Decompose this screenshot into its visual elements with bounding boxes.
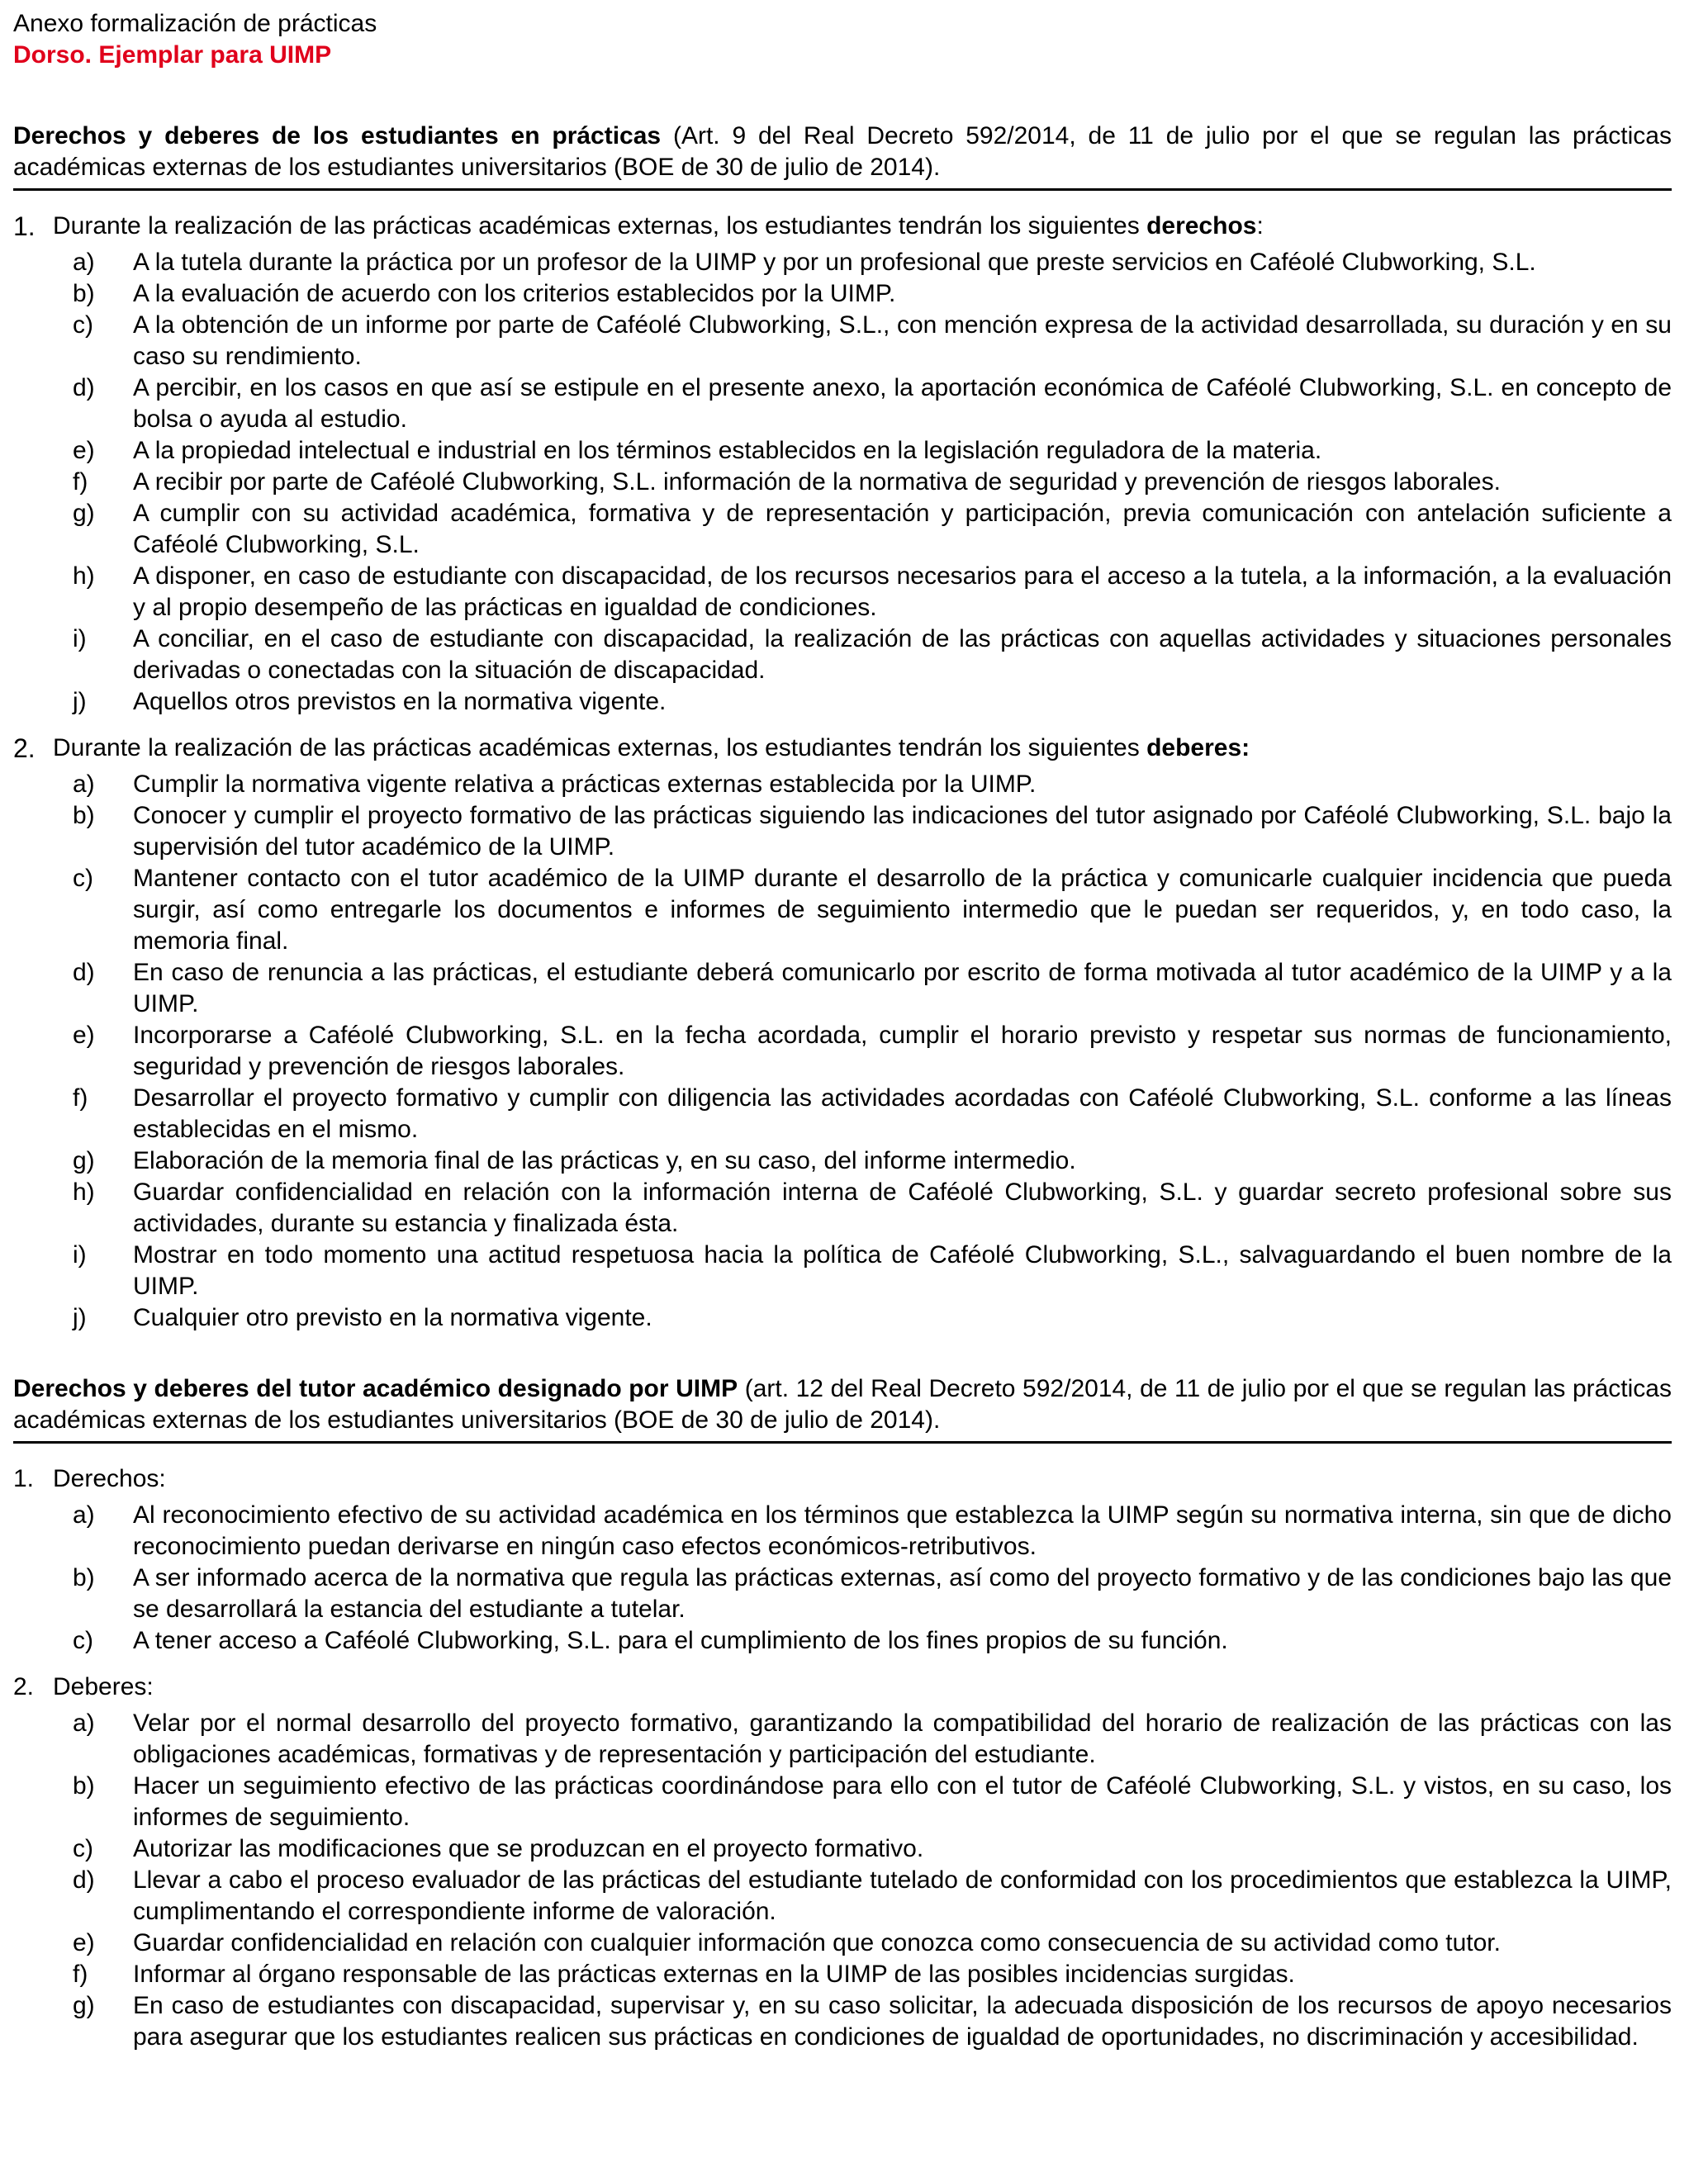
section-tutor-heading: [13, 1373, 1672, 1444]
tutor-duties-intro: [13, 1672, 1672, 1703]
section-tutor-title: [13, 1373, 1672, 1436]
list-item-text: Conocer y cumplir el proyecto formativo de las prácticas siguiendo las indicaciones del tutor asignado por Caféolé Clubworking, S.L. bajo la supervisión del tutor académico de la UIMP.: [133, 802, 1672, 861]
list-item-letter: f): [73, 1084, 88, 1112]
intro-text: Durante la realización de las prácticas académicas externas, los estudiantes tendrán los siguientes: [53, 734, 1147, 761]
item-intro: Deberes:: [53, 1673, 154, 1700]
list-item-text: Al reconocimiento efectivo de su actividad académica en los términos que establezca la UIMP según su normativa interna, sin que de dicho reconocimiento puedan derivarse en ningún caso efectos económicos-retributivos.: [133, 1501, 1672, 1560]
intro-end: :: [1256, 212, 1264, 239]
document-title: Anexo formalización de prácticas: [13, 10, 377, 37]
list-item-text: A la obtención de un informe por parte de Caféolé Clubworking, S.L., con mención expresa de la actividad desarrollada, su duración y en su caso su rendimiento.: [133, 311, 1672, 370]
list-item-text: Guardar confidencialidad en relación con la información interna de Caféolé Clubworking, S.L. y guardar secreto profesional sobre sus actividades, durante su estancia y finalizada ésta.: [133, 1178, 1672, 1237]
list-item-text: A disponer, en caso de estudiante con discapacidad, de los recursos necesarios para el acceso a la tutela, a la información, a la evaluación y al propio desempeño de las prácticas en igualdad de condiciones.: [133, 562, 1672, 621]
list-item: [13, 686, 1672, 718]
list-item: [13, 863, 1672, 957]
list-item-letter: c): [73, 311, 93, 339]
list-item: [13, 1708, 1672, 1771]
list-item-letter: g): [73, 500, 95, 527]
item-number: 2.: [13, 733, 36, 763]
list-item: [13, 1928, 1672, 1959]
list-item-text: En caso de estudiantes con discapacidad, supervisar y, en su caso solicitar, la adecuada disposición de los recursos de apoyo necesarios para asegurar que los estudiantes realicen sus prácticas en condiciones de igualdad de oportunidades, no discriminación y accesibilidad.: [133, 1992, 1672, 2051]
list-item-letter: d): [73, 1866, 95, 1894]
list-item-letter: b): [73, 1564, 95, 1591]
list-item-letter: b): [73, 1772, 95, 1800]
list-item: [13, 1302, 1672, 1334]
list-item: [13, 435, 1672, 467]
list-item-letter: a): [73, 1501, 95, 1529]
list-item-letter: a): [73, 771, 95, 798]
list-item: [13, 372, 1672, 435]
list-item-letter: a): [73, 249, 95, 276]
item-intro: [53, 211, 1264, 242]
list-item-text: A la propiedad intelectual e industrial en los términos establecidos en la legislación reguladora de la materia.: [133, 437, 1322, 464]
list-item: [13, 800, 1672, 863]
list-item: [13, 1990, 1672, 2053]
list-item-text: Elaboración de la memoria final de las prácticas y, en su caso, del informe intermedio.: [133, 1147, 1076, 1174]
list-item-letter: d): [73, 959, 95, 986]
list-item-letter: c): [73, 865, 93, 892]
list-item-letter: e): [73, 437, 95, 464]
intro-bold: derechos: [1146, 212, 1257, 239]
list-item-letter: f): [73, 468, 88, 496]
document-subtitle: Dorso. Ejemplar para UIMP: [13, 41, 332, 69]
tutor-rights-intro: [13, 1463, 1672, 1495]
list-item: [13, 1959, 1672, 1990]
list-item-text: Aquellos otros previstos en la normativa vigente.: [133, 688, 667, 715]
list-item-text: Llevar a cabo el proceso evaluador de las prácticas del estudiante tutelado de conformidad con los procedimientos que establezca la UIMP, cumplimentando el correspondiente informe de valoración.: [133, 1866, 1672, 1925]
list-item-text: A ser informado acerca de la normativa que regula las prácticas externas, así como del proyecto formativo y de las condiciones bajo las que se desarrollará la estancia del estudiante a tutelar.: [133, 1564, 1672, 1623]
list-item-letter: b): [73, 802, 95, 829]
list-item: [13, 1833, 1672, 1865]
item-number: 2.: [13, 1673, 35, 1700]
list-item-letter: a): [73, 1710, 95, 1737]
students-rights-intro: [13, 211, 1672, 242]
item-intro: Derechos:: [53, 1465, 166, 1492]
list-item: [13, 561, 1672, 624]
list-item-text: A tener acceso a Caféolé Clubworking, S.L. para el cumplimiento de los fines propios de su función.: [133, 1627, 1228, 1654]
list-item-letter: f): [73, 1961, 88, 1988]
list-item-letter: h): [73, 562, 95, 590]
list-item-text: Cualquier otro previsto en la normativa vigente.: [133, 1304, 652, 1331]
list-item: [13, 1020, 1672, 1083]
list-item-text: Autorizar las modificaciones que se produzcan en el proyecto formativo.: [133, 1835, 924, 1862]
section-title-reference: (Art. 9 del Real Decreto 592/2014, de 11 de julio por el que se regulan las prácticas académicas externas de los estudiantes universitarios (BOE de 30 de julio de 2014).: [13, 122, 1672, 181]
list-item-text: En caso de renuncia a las prácticas, el estudiante deberá comunicarlo por escrito de forma motivada al tutor académico de la UIMP y a la UIMP.: [133, 959, 1672, 1017]
list-item-letter: j): [73, 688, 87, 715]
list-item-letter: b): [73, 280, 95, 307]
list-item-text: A percibir, en los casos en que así se estipule en el presente anexo, la aportación económica de Caféolé Clubworking, S.L. en concepto de bolsa o ayuda al estudio.: [133, 374, 1672, 433]
section-students-title: [13, 121, 1672, 183]
list-item-text: Hacer un seguimiento efectivo de las prácticas coordinándose para ello con el tutor de Caféolé Clubworking, S.L. y vistos, en su caso, los informes de seguimiento.: [133, 1772, 1672, 1831]
students-rights-list: [13, 247, 1672, 718]
list-item: [13, 278, 1672, 310]
list-item: [13, 624, 1672, 686]
section-students-heading: [13, 121, 1672, 191]
list-item-text: Informar al órgano responsable de las prácticas externas en la UIMP de las posibles incidencias surgidas.: [133, 1961, 1295, 1988]
list-item: [13, 769, 1672, 800]
list-item-letter: c): [73, 1627, 93, 1654]
list-item: [13, 1625, 1672, 1657]
list-item-letter: g): [73, 1147, 95, 1174]
list-item: [13, 1771, 1672, 1833]
list-item-text: Mostrar en todo momento una actitud respetuosa hacia la política de Caféolé Clubworking, S.L., salvaguardando el buen nombre de la UIMP.: [133, 1241, 1672, 1300]
students-duties-list: [13, 769, 1672, 1334]
list-item-letter: i): [73, 1241, 87, 1269]
tutor-duties-list: [13, 1708, 1672, 2053]
list-item: [13, 1563, 1672, 1625]
intro-bold: deberes:: [1146, 734, 1250, 761]
section-title-reference: (art. 12 del Real Decreto 592/2014, de 11 de julio por el que se regulan las prácticas académicas externas de los estudiantes universitarios (BOE de 30 de julio de 2014).: [13, 1375, 1672, 1434]
list-item: [13, 1865, 1672, 1928]
list-item-letter: e): [73, 1022, 95, 1049]
list-item: [13, 1083, 1672, 1145]
list-item: [13, 247, 1672, 278]
intro-text: Durante la realización de las prácticas académicas externas, los estudiantes tendrán los siguientes: [53, 212, 1147, 239]
list-item-letter: g): [73, 1992, 95, 2019]
tutor-rights-list: [13, 1500, 1672, 1657]
list-item: [13, 1500, 1672, 1563]
list-item-text: Cumplir la normativa vigente relativa a prácticas externas establecida por la UIMP.: [133, 771, 1037, 798]
list-item-letter: h): [73, 1178, 95, 1206]
item-number: 1.: [13, 1465, 35, 1492]
list-item-letter: i): [73, 625, 87, 652]
list-item-letter: j): [73, 1304, 87, 1331]
list-item: [13, 467, 1672, 498]
list-item-text: A recibir por parte de Caféolé Clubworking, S.L. información de la normativa de seguridad y prevención de riesgos laborales.: [133, 468, 1501, 496]
students-duties-intro: [13, 733, 1672, 764]
list-item-text: Desarrollar el proyecto formativo y cumplir con diligencia las actividades acordadas con Caféolé Clubworking, S.L. conforme a las líneas establecidas en el mismo.: [133, 1084, 1672, 1143]
item-number: 1.: [13, 211, 36, 241]
list-item-text: A la tutela durante la práctica por un profesor de la UIMP y por un profesional que preste servicios en Caféolé Clubworking, S.L.: [133, 249, 1536, 276]
list-item-text: Velar por el normal desarrollo del proyecto formativo, garantizando la compatibilidad del horario de realización de las prácticas con las obligaciones académicas, formativas y de representación y participación del estudiante.: [133, 1710, 1672, 1768]
list-item-text: Guardar confidencialidad en relación con cualquier información que conozca como consecuencia de su actividad como tutor.: [133, 1929, 1501, 1956]
list-item-text: A la evaluación de acuerdo con los criterios establecidos por la UIMP.: [133, 280, 896, 307]
section-title-bold: Derechos y deberes de los estudiantes en prácticas: [13, 122, 662, 149]
list-item-text: Mantener contacto con el tutor académico de la UIMP durante el desarrollo de la práctica y comunicarle cualquier incidencia que pueda surgir, así como entregarle los documentos e informes de seguimiento intermedio que le puedan ser requeridos, y, en todo caso, la memoria final.: [133, 865, 1672, 955]
list-item-letter: d): [73, 374, 95, 401]
list-item: [13, 310, 1672, 372]
list-item: [13, 1145, 1672, 1177]
list-item-letter: c): [73, 1835, 93, 1862]
list-item-text: A cumplir con su actividad académica, formativa y de representación y participación, previa comunicación con antelación suficiente a Caféolé Clubworking, S.L.: [133, 500, 1672, 558]
list-item: [13, 957, 1672, 1020]
list-item: [13, 498, 1672, 561]
list-item: [13, 1177, 1672, 1240]
list-item-text: A conciliar, en el caso de estudiante con discapacidad, la realización de las prácticas con aquellas actividades y situaciones personales derivadas o conectadas con la situación de discapacidad.: [133, 625, 1672, 684]
list-item-letter: e): [73, 1929, 95, 1956]
list-item: [13, 1240, 1672, 1302]
section-title-bold: Derechos y deberes del tutor académico designado por UIMP: [13, 1375, 738, 1402]
item-intro: [53, 733, 1250, 764]
list-item-text: Incorporarse a Caféolé Clubworking, S.L. en la fecha acordada, cumplir el horario previsto y respetar sus normas de funcionamiento, seguridad y prevención de riesgos laborales.: [133, 1022, 1672, 1080]
